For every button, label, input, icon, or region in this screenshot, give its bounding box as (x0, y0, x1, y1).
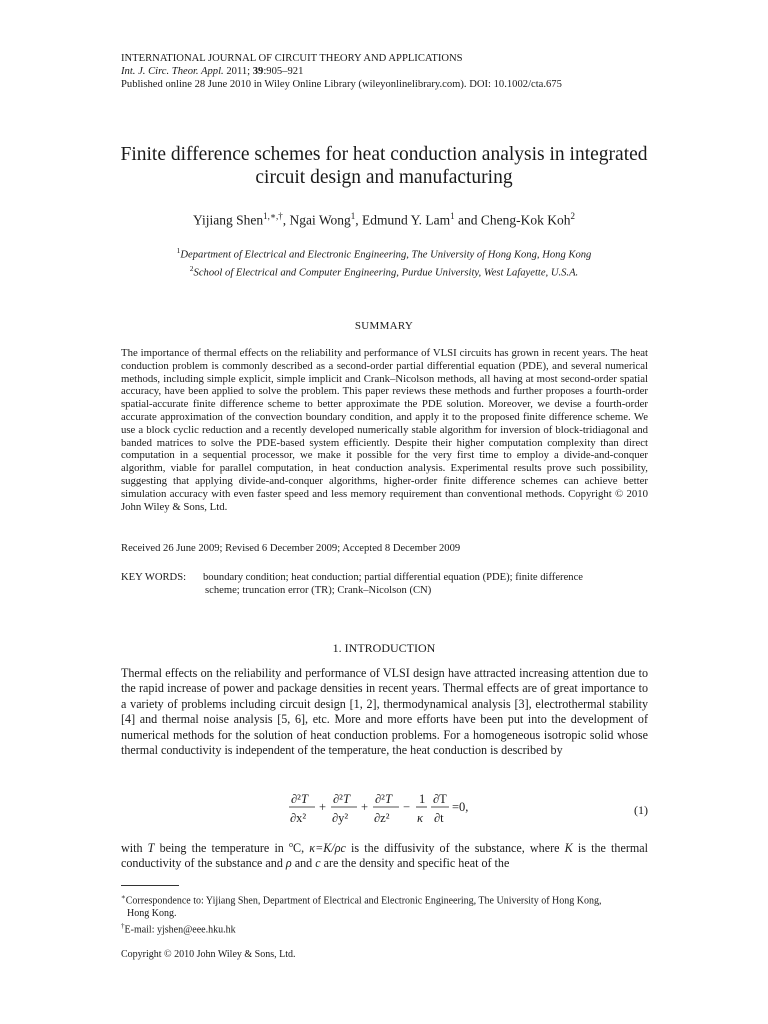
eq-num-2: ∂²T (333, 792, 350, 806)
after-equation-text: with T being the temperature in $^o$C, κ=K/ρc is the diffusivity of the substance, where K is the thermal conductivity of the substance and ρ and c are the density and specific heat of the (121, 840, 648, 871)
affiliations (100, 244, 668, 279)
keywords-line-2: scheme; truncation error (TR); Crank–Nicolson (CN) (205, 585, 432, 596)
paper-title (100, 143, 668, 189)
journal-citation: Int. J. Circ. Theor. Appl. 2011; 39:905–921 (121, 66, 304, 77)
author-sup: 2 (570, 211, 576, 221)
publication-info: Published online 28 June 2010 in Wiley Online Library (wileyonlinelibrary.com). DOI: 10.1002/cta.675 (121, 79, 562, 90)
journal-name: INTERNATIONAL JOURNAL OF CIRCUIT THEORY AND APPLICATIONS (121, 53, 463, 64)
keywords-label: KEY WORDS: (121, 572, 187, 583)
eq-num-3: ∂²T (375, 792, 392, 806)
eq-dt: ∂t (434, 811, 444, 825)
keywords (121, 571, 648, 597)
equation-number: (1) (634, 803, 648, 817)
eq-dT: ∂T (433, 792, 447, 806)
summary-heading: SUMMARY (354, 320, 414, 332)
eq-den-1: ∂x² (290, 811, 307, 825)
footnote-rule (121, 885, 179, 886)
author-sup: 1 (450, 211, 455, 221)
keywords-line-1: boundary condition; heat conduction; partial differential equation (PDE); finite difference (203, 572, 583, 583)
author-name: Yijiang Shen (192, 212, 264, 228)
eq-num-1: ∂²T (291, 792, 308, 806)
eq-one: 1 (419, 792, 426, 806)
eq-den-2: ∂y² (332, 811, 349, 825)
footnote-correspondence-cont: Hong Kong. (127, 907, 177, 919)
footnotes (121, 891, 648, 937)
section-heading-introduction: 1. INTRODUCTION (332, 641, 436, 655)
eq-den-3: ∂z² (374, 811, 390, 825)
received-dates: Received 26 June 2009; Revised 6 December 2009; Accepted 8 December 2009 (121, 543, 461, 554)
footnote-correspondence: ∗Correspondence to: Yijiang Shen, Department of Electrical and Electronic Engineering, The University of Hong Kong, (121, 893, 602, 907)
author-name: Cheng-Kok Koh (480, 212, 571, 228)
title-line-1: Finite difference schemes for heat conduction analysis in integrated (120, 144, 648, 165)
intro-paragraph: Thermal effects on the reliability and performance of VLSI design have attracted increasing attention due to the rapid increase of power and package densities in recent years. Thermal effects are of great importance to a variety of problems including circuit design [1, 2], thermodynamical analysis [3], electrothermal stability [4] and thermal noise analysis [5, 6], etc. More and more efforts have been put into the development of numerical methods for the solution of heat conduction problems. For a homogeneous isotropic solid whose thermal conductivity is independent of the temperature, the heat conduction is described by (121, 666, 648, 758)
affiliation-1: $^1$Department of Electrical and Electronic Engineering, The University of Hong Kong, Hong Kong (176, 246, 592, 261)
journal-header (121, 52, 681, 91)
heat-equation (121, 789, 648, 829)
eq-plus-2: + (361, 800, 369, 814)
abstract-text: The importance of thermal effects on the reliability and performance of VLSI circuits has grown in recent years. The heat conduction problem is commonly described as a second-order partial differential equation (PDE), and several numerical methods, including simple explicit, simple implicit and Crank–Nicolson methods, all having at most second-order spatial accuracy, have been applied to solve the problem. This paper reviews these methods and further proposes a fourth-order spatial-accurate finite difference scheme to better approximate the PDE solution. Moreover, we devise a fourth-order accurate approximation of the convection boundary condition, and apply it to the proposed finite difference scheme. We use a block cyclic reduction and a recently developed numerically stable algorithm for inversion of block-tridiagonal and banded matrices to solve the PDE-based system efficiently. Despite their higher computation complexity than direct computation in a sequential processor, we make it possible for the very first time to employ a divide-and-conquer algorithm, viable for parallel computation, in heat conduction analysis. Experimental results prove such possibility, suggesting that applying divide-and-conquer algorithms, higher-order finite difference schemes can achieve better simulation accuracy with even faster speed and less memory requirement than conventional methods. Copyright © 2010 John Wiley & Sons, Ltd. (121, 347, 648, 513)
author-list: Yijiang Shen$^{1,∗,\dagger}$, Ngai Wong$^1$, Edmund Y. Lam$^1$ and Cheng-Kok Koh$^2$ (192, 211, 576, 228)
eq-kappa: κ (417, 811, 423, 825)
affiliation-2: $^2$School of Electrical and Computer Engineering, Purdue University, West Lafayette, U.S.A. (189, 263, 579, 279)
author-sup: 1 (350, 211, 356, 221)
footnote-email: †E-mail: yjshen@eee.hku.hk (121, 922, 236, 936)
author-name: Ngai Wong (289, 212, 351, 228)
eq-plus-1: + (319, 800, 327, 814)
author-sup: 1,∗,† (263, 211, 283, 221)
eq-rhs: =0, (452, 800, 469, 814)
title-line-2: circuit design and manufacturing (255, 167, 513, 188)
eq-minus: − (403, 800, 411, 814)
copyright-notice: Copyright © 2010 John Wiley & Sons, Ltd. (121, 949, 296, 960)
author-name: Edmund Y. Lam (362, 212, 451, 228)
